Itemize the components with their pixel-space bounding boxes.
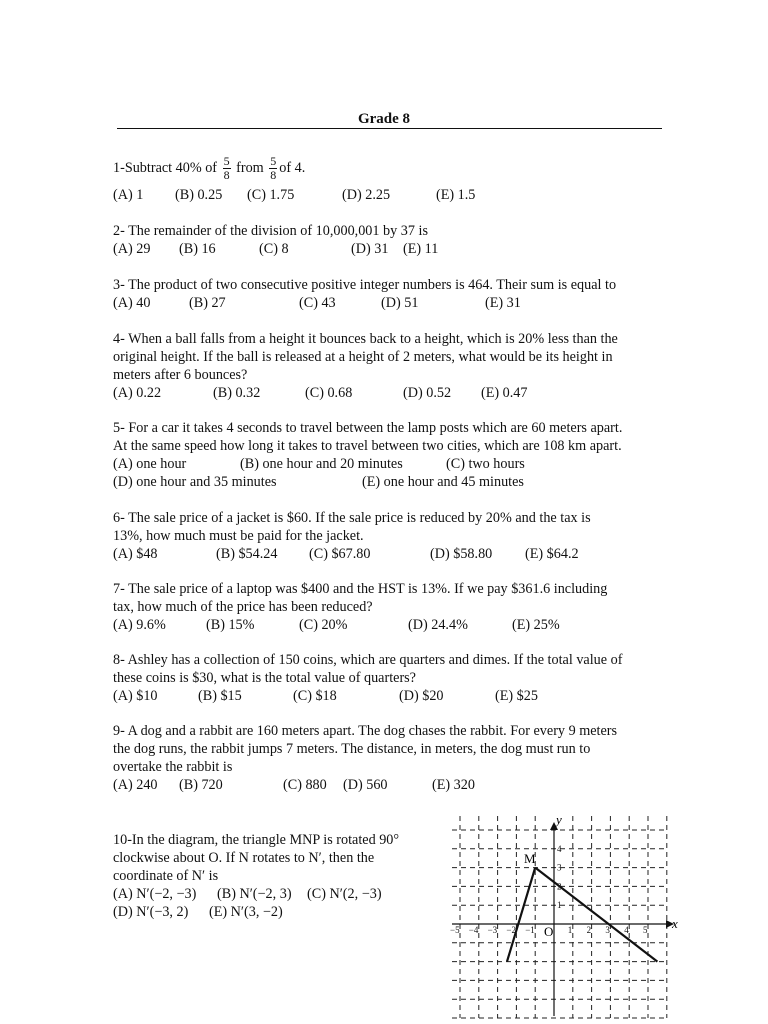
title-divider (117, 128, 662, 129)
option-c[interactable]: (C) 8 (259, 241, 289, 257)
question-4-options (113, 384, 673, 402)
question-10-line-1: 10-In the diagram, the triangle MNP is rotated 90° (113, 832, 400, 848)
question-10-line-2: clockwise about O. If N rotates to N′, then the (113, 850, 375, 866)
option-b[interactable]: (B) 0.25 (175, 187, 223, 203)
coordinate-grid-diagram (448, 812, 688, 1020)
option-c[interactable]: (C) two hours (446, 456, 525, 472)
option-b[interactable]: (B) 0.32 (213, 385, 261, 401)
question-10 (113, 831, 433, 921)
question-10-options-row-1 (113, 885, 433, 903)
question-1 (113, 150, 673, 204)
x-tick-label: 5 (643, 925, 648, 935)
question-8-line-2: these coins is $30, what is the total value of quarters? (113, 670, 416, 686)
option-a[interactable]: (A) 29 (113, 241, 151, 257)
option-c[interactable]: (C) 43 (299, 295, 336, 311)
option-b[interactable]: (B) 15% (206, 617, 255, 633)
x-tick-label: 4 (624, 925, 629, 935)
x-tick-label: −2 (506, 925, 516, 935)
question-10-line-3: coordinate of N′ is (113, 868, 219, 884)
option-d[interactable]: (D) 2.25 (342, 187, 391, 203)
option-d[interactable]: (D) 24.4% (408, 617, 468, 633)
option-d[interactable]: (D) $20 (399, 688, 444, 704)
question-4-line-2: original height. If the ball is released at a height of 2 meters, what would be its height in (113, 349, 613, 365)
question-2-text: 2- The remainder of the division of 10,000,001 by 37 is (113, 223, 428, 239)
question-9-line-3: overtake the rabbit is (113, 759, 233, 775)
question-9-line-2: the dog runs, the rabbit jumps 7 meters. The distance, in meters, the dog must run to (113, 741, 591, 757)
question-5 (113, 419, 673, 491)
x-tick-label: −5 (450, 925, 460, 935)
option-b[interactable]: (B) $54.24 (216, 546, 278, 562)
point-m-label: M (524, 851, 536, 866)
option-a[interactable]: (A) 40 (113, 295, 151, 311)
question-9-line-1: 9- A dog and a rabbit are 160 meters apart. The dog chases the rabbit. For every 9 meters (113, 723, 618, 739)
question-10-options-row-2 (113, 903, 433, 921)
question-4-line-1: 4- When a ball falls from a height it bounces back to a height, which is 20% less than the (113, 331, 618, 347)
option-d[interactable]: (D) 560 (343, 777, 388, 793)
option-a[interactable]: (A) N′(−2, −3) (113, 886, 197, 902)
option-b[interactable]: (B) 16 (179, 241, 216, 257)
option-a[interactable]: (A) 1 (113, 187, 144, 203)
question-6-line-2: 13%, how much must be paid for the jacket. (113, 528, 364, 544)
y-axis-label: y (556, 812, 562, 827)
question-9-options (113, 776, 673, 794)
option-c[interactable]: (C) 0.68 (305, 385, 353, 401)
option-e[interactable]: (E) 31 (485, 295, 521, 311)
question-5-options-row-2 (113, 473, 673, 491)
option-e[interactable]: (E) N′(3, −2) (209, 904, 283, 920)
option-a[interactable]: (A) 9.6% (113, 617, 166, 633)
option-a[interactable]: (A) $48 (113, 546, 158, 562)
option-c[interactable]: (C) 20% (299, 617, 348, 633)
question-7-options (113, 616, 673, 634)
question-1-options (113, 186, 673, 204)
x-tick-label: −1 (525, 925, 535, 935)
question-9 (113, 722, 673, 794)
question-2-options (113, 240, 673, 258)
option-d[interactable]: (D) 51 (381, 295, 419, 311)
option-b[interactable]: (B) 720 (179, 777, 223, 793)
question-7-line-1: 7- The sale price of a laptop was $400 and the HST is 13%. If we pay $361.6 including (113, 581, 608, 597)
option-b[interactable]: (B) N′(−2, 3) (217, 886, 292, 902)
question-7-line-2: tax, how much of the price has been reduced? (113, 599, 373, 615)
triangle-side-left (507, 868, 535, 962)
x-tick-label: 3 (605, 925, 610, 935)
question-3 (113, 276, 673, 312)
question-3-text: 3- The product of two consecutive positive integer numbers is 464. Their sum is equal to (113, 277, 617, 293)
option-e[interactable]: (E) $25 (495, 688, 538, 704)
option-e[interactable]: (E) 11 (403, 241, 439, 257)
option-a[interactable]: (A) 0.22 (113, 385, 162, 401)
option-d[interactable]: (D) one hour and 35 minutes (113, 474, 277, 490)
option-d[interactable]: (D) 0.52 (403, 385, 452, 401)
y-tick-label: 4 (557, 843, 562, 854)
question-8 (113, 651, 673, 705)
option-a[interactable]: (A) one hour (113, 456, 187, 472)
option-c[interactable]: (C) $67.80 (309, 546, 371, 562)
option-c[interactable]: (C) N′(2, −3) (307, 886, 382, 902)
x-tick-label: −4 (468, 925, 479, 935)
option-d[interactable]: (D) 31 (351, 241, 389, 257)
option-e[interactable]: (E) 1.5 (436, 187, 476, 203)
question-5-options-row-1 (113, 455, 673, 473)
fraction-5-8: $\frac{5}{8}$ (223, 154, 230, 183)
option-e[interactable]: (E) one hour and 45 minutes (362, 474, 524, 490)
x-tick-label: 1 (567, 925, 573, 935)
question-6-line-1: 6- The sale price of a jacket is $60. If the sale price is reduced by 20% and the tax is (113, 510, 591, 526)
question-6-options (113, 545, 673, 563)
option-c[interactable]: (C) 880 (283, 777, 327, 793)
fraction-5-8-second: $\frac{5}{8}$ (270, 154, 277, 183)
question-4 (113, 330, 673, 402)
option-d[interactable]: (D) $58.80 (430, 546, 493, 562)
question-5-line-1: 5- For a car it takes 4 seconds to travel between the lamp posts which are 60 meters apart. (113, 420, 623, 436)
option-a[interactable]: (A) $10 (113, 688, 158, 704)
question-8-options (113, 687, 673, 705)
x-tick-label: 2 (586, 925, 592, 935)
option-d[interactable]: (D) N′(−3, 2) (113, 904, 189, 920)
question-3-options (113, 294, 673, 312)
question-7 (113, 580, 673, 634)
origin-label: O (544, 924, 554, 939)
option-b[interactable]: (B) one hour and 20 minutes (240, 456, 403, 472)
option-e[interactable]: (E) 320 (432, 777, 475, 793)
option-e[interactable]: (E) 25% (512, 617, 560, 633)
x-tick-label: −3 (487, 925, 498, 935)
question-8-line-1: 8- Ashley has a collection of 150 coins, which are quarters and dimes. If the total value of (113, 652, 623, 668)
option-c[interactable]: (C) 1.75 (247, 187, 295, 203)
option-b[interactable]: (B) 27 (189, 295, 226, 311)
question-2 (113, 222, 673, 258)
question-6 (113, 509, 673, 563)
option-e[interactable]: (E) $64.2 (525, 546, 579, 562)
question-4-line-3: meters after 6 bounces? (113, 367, 248, 383)
question-5-line-2: At the same speed how long it takes to travel between two cities, which are 108 km apart. (113, 438, 622, 454)
option-b[interactable]: (B) $15 (198, 688, 242, 704)
option-a[interactable]: (A) 240 (113, 777, 158, 793)
question-1-text: 1-Subtract 40% of $\frac{5}{8}$ from $\frac{5}{8}$ of 4. (113, 154, 306, 183)
page-title: Grade 8 (357, 111, 411, 127)
x-axis-label: x (672, 916, 678, 931)
y-tick-label: 3 (557, 862, 562, 873)
option-c[interactable]: (C) $18 (293, 688, 337, 704)
y-tick-label: 1 (557, 900, 562, 911)
option-e[interactable]: (E) 0.47 (481, 385, 528, 401)
